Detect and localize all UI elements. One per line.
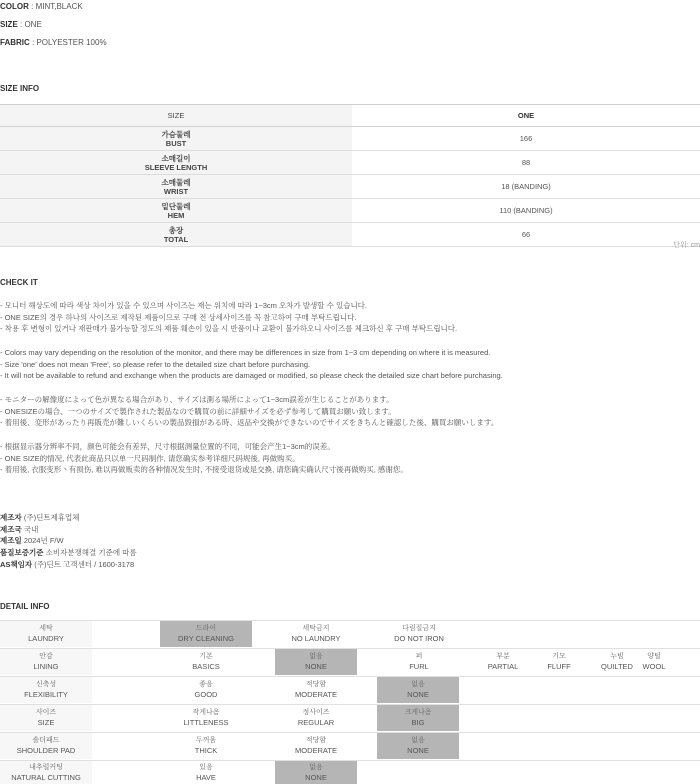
size-unit: 단위: cm [673,242,700,249]
country-line [0,524,137,536]
check-line: - 모니터 해상도에 따라 색상 차이가 있을 수 있으며 사이즈는 재는 위치에 따라 1~3cm 오차가 발생할 수 있습니다. [0,301,368,310]
maker-value: (주)딘트제휴업체 [21,513,80,522]
detail-cell-pad-none: 없음 NONE [377,733,459,759]
check-it-korean [0,300,457,335]
size-row-label: 밑단둘레 HEM [0,199,352,223]
detail-cell-littleness: 작게나옴 LITTLENESS [183,709,229,727]
check-it-chinese [0,441,408,476]
size-row-value: 110 (BANDING) [352,199,700,223]
spec-fabric-value: : POLYESTER 100% [32,38,107,47]
size-row-label: 가슴둘레 BUST [0,127,352,151]
detail-cell-fluff: 기모 FLUFF [547,653,571,671]
detail-info-grid [0,620,700,784]
size-row-value: 88 [352,151,700,175]
spec-size-value: : ONE [20,20,42,29]
table-row [0,151,700,175]
detail-cell-big: 크게나옴 BIG [377,705,459,731]
date-label: 제조일 [0,536,22,546]
check-line: - 착용 후 변형이 있거나 재판매가 불가능할 정도의 제품 훼손이 있을 시 반품이나 교환이 불가하오니 사이즈를 체크하신 후 구매 부탁드립니다. [0,324,458,334]
check-line: - モニターの解像度によって色が異なる場合があり、サイズは測る場所によって1~3cm誤差が生じることがあります。 [0,395,394,404]
as-line [0,559,137,571]
detail-cell-dry-cleaning: 드라이 DRY CLEANING [160,621,252,647]
detail-cell-no-laundry: 세탁금지 NO LAUNDRY [291,625,341,643]
as-label: AS책임자 [0,559,33,569]
check-line: - ONE SIZE의 경우 하나의 사이즈로 제작된 제품이므로 구매 전 상세사이즈를 꼭 참고하여 구매 부탁드립니다. [0,312,357,322]
check-line: - Size 'one' does not mean 'Free', so please refer to the detailed size chart before purchasing. [0,359,311,369]
check-line: - Colors may vary depending on the resolution of the monitor, and there may be differences in size from 1~3 cm depending on where it is measured. [0,348,491,357]
check-line: - It will not be available to refund and exchange when the products are damaged or modified, so please check the detailed size chart before purchasing. [0,371,503,381]
date-line [0,535,137,547]
manufacturer-info [0,512,137,571]
table-row [0,199,700,223]
detail-cell-lining-none: 없음 NONE [275,649,357,675]
detail-cell-partial: 부분 PARTIAL [487,653,519,671]
detail-cell-moderate: 적당함 MODERATE [295,681,337,699]
as-value: (주)딘트 고객센터 / 1600-3178 [32,559,135,569]
detail-cell-thick: 두꺼움 THICK [194,737,218,755]
size-row-label: 소매길이 SLEEVE LENGTH [0,151,352,175]
check-it-title: CHECK IT [0,278,38,287]
detail-cell-lining: 안감 LINING [0,649,92,675]
detail-info-title: DETAIL INFO [0,602,50,611]
size-row-label: 소매둘레 WRIST [0,175,352,199]
detail-cell-regular: 정사이즈 REGULAR [297,709,335,727]
table-row [0,175,700,199]
size-row-value: 66 [352,223,700,247]
warranty-line [0,547,137,559]
detail-cell-size: 사이즈 SIZE [0,705,92,731]
size-row-value: 18 (BANDING) [352,175,700,199]
detail-cell-natural-cutting: 내추럴커팅 NATURAL CUTTING [0,761,92,784]
maker-line [0,512,137,524]
size-table [0,104,700,247]
check-line: - 根据显示器分辨率不同，颜色可能会有差异，尺寸根据测量位置的不同，可能会产生1~3cm的误差。 [0,442,335,451]
check-line: - ONE SIZE的情况, 代表此商品只以单一尺码制作, 请您确实参考详细尺码规後, 再做购买。 [0,453,300,463]
spec-size-label: SIZE [0,20,18,29]
detail-cell-quilted: 누빔 QUILTED [601,653,633,671]
spec-color-value: : MINT,BLACK [31,2,83,11]
size-table-header-value: ONE [352,105,700,127]
size-table-header-label: SIZE [0,105,352,127]
detail-cell-laundry: 세탁 LAUNDRY [0,621,92,647]
check-it-english [0,347,503,382]
table-row [0,127,700,151]
size-row-label: 총장 TOTAL [0,223,352,247]
country-label: 제조국 [0,524,22,534]
detail-cell-have: 있음 HAVE [196,763,216,782]
warranty-label: 품질보증기준 [0,548,44,558]
maker-label: 제조자 [0,513,22,522]
check-line: - ONESIZEの場合、一つのサイズで製作された製品なので購買の前に詳細サイズを必ず参考して購買お願い致します。 [0,406,396,416]
detail-cell-pad-moderate: 적당함 MODERATE [295,737,337,755]
detail-cell-furl: 퍼 FURL [409,653,429,671]
detail-cell-do-not-iron: 다림질금지 DO NOT IRON [394,625,444,643]
detail-cell-basics: 기본 BASICS [192,653,220,671]
country-value: 국내 [21,524,39,534]
spec-fabric-label: FABRIC [0,38,30,47]
size-row-value: 166 [352,127,700,151]
table-row [0,223,700,247]
detail-cell-good: 좋음 GOOD [194,681,218,699]
date-value: 2024년 F/W [21,536,64,546]
warranty-value: 소비자분쟁해결 기준에 따름 [43,548,137,558]
detail-cell-shoulder-pad: 숄더패드 SHOULDER PAD [0,733,92,759]
size-info-title: SIZE INFO [0,84,40,93]
detail-cell-cutting-none: 없음 NONE [275,761,357,784]
spec-fabric [0,38,107,47]
check-it-japanese [0,394,498,429]
spec-color [0,2,83,11]
spec-color-label: COLOR [0,2,29,11]
spec-size [0,20,42,29]
detail-cell-flexibility-none: 없음 NONE [377,677,459,703]
check-line: - 着用後、変形があったり再販売が難しいくらいの製品毀損がある時、返品や交換ができないのでサイズをきちんと確認した後、購買お願いします。 [0,418,499,428]
check-line: - 着用後, 衣服变形丶有损伤, 难以再做贩卖的各种情况发生时, 不接受退货或是交換, 请您确实确认尺寸後再做购买, 感谢您。 [0,465,408,475]
detail-cell-wool: 양털 WOOL [642,653,666,671]
detail-cell-flexibility: 신축성 FLEXIBILITY [0,677,92,703]
